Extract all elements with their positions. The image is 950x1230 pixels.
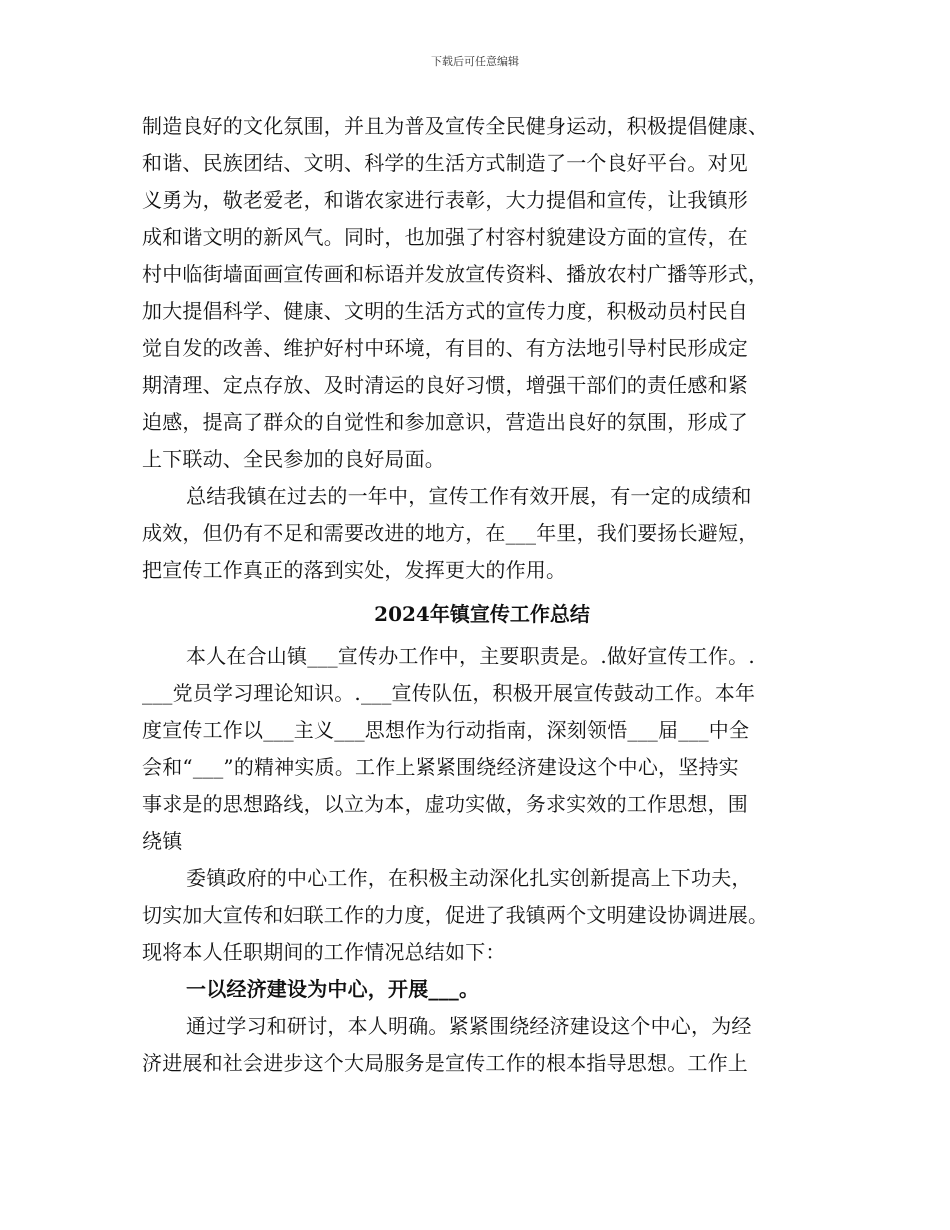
document-body — [142, 108, 822, 1082]
paragraph — [142, 108, 822, 478]
page-header-note: 下载后可任意编辑 — [431, 55, 519, 68]
text-line: 成和谐文明的新风气。同时，也加强了村容村貌建设方面的宣传，在 — [142, 225, 748, 249]
text-line: 切实加大宣传和妇联工作的力度，促进了我镇两个文明建设协调进展。 — [142, 903, 769, 927]
text-line: ___党员学习理论知识。.___宣传队伍，积极开展宣传鼓动工作。本年 — [142, 681, 756, 705]
paragraph — [142, 860, 822, 971]
text-line: 加大提倡科学、健康、文明的生活方式的宣传力度，积极动员村民自 — [142, 299, 748, 323]
paragraph — [142, 1008, 822, 1082]
text-line: 把宣传工作真正的落到实处，发挥更大的作用。 — [142, 558, 567, 582]
text-line: 义勇为，敬老爱老，和谐农家进行表彰，大力提倡和宣传，让我镇形 — [142, 188, 748, 212]
paragraph — [142, 638, 822, 860]
text-line: 委镇政府的中心工作，在积极主动深化扎实创新提高上下功夫， — [186, 866, 752, 890]
text-line: 上下联动、全民参加的良好局面。 — [142, 447, 445, 471]
text-line: 制造良好的文化氛围，并且为普及宣传全民健身运动，积极提倡健康、 — [142, 114, 769, 138]
paragraph — [142, 478, 822, 589]
text-line: 总结我镇在过去的一年中，宣传工作有效开展，有一定的成绩和 — [186, 484, 752, 508]
text-line: 会和“___”的精神实质。工作上紧紧围绕经济建设这个中心，坚持实 — [142, 755, 739, 779]
text-line: 村中临街墙面画宣传画和标语并发放宣传资料、播放农村广播等形式， — [142, 262, 769, 286]
text-line: 迫感，提高了群众的自觉性和参加意识，营造出良好的氛围，形成了 — [142, 410, 748, 434]
text-line: 成效，但仍有不足和需要改进的地方，在___年里，我们要扬长避短， — [142, 521, 759, 545]
text-line: 通过学习和研讨，本人明确。紧紧围绕经济建设这个中心，为经 — [186, 1014, 752, 1038]
text-line: 觉自发的改善、维护好村中环境，有目的、有方法地引导村民形成定 — [142, 336, 748, 360]
text-line: 度宣传工作以___主义___思想作为行动指南，深刻领悟___届___中全 — [142, 718, 750, 742]
text-line: 本人在合山镇___宣传办工作中，主要职责是。.做好宣传工作。. — [186, 644, 755, 668]
text-line: 现将本人任职期间的工作情况总结如下： — [142, 940, 506, 964]
section-title: 2024年镇宣传工作总结 — [374, 602, 590, 626]
subheading: 一以经济建设为中心，开展___。 — [186, 977, 480, 1001]
text-line: 事求是的思想路线，以立为本，虚功实做，务求实效的工作思想，围 — [142, 792, 748, 816]
text-line: 期清理、定点存放、及时清运的良好习惯，增强干部们的责任感和紧 — [142, 373, 748, 397]
text-line: 绕镇 — [142, 829, 183, 853]
text-line: 和谐、民族团结、文明、科学的生活方式制造了一个良好平台。对见 — [142, 151, 748, 175]
text-line: 济进展和社会进步这个大局服务是宣传工作的根本指导思想。工作上 — [142, 1051, 748, 1075]
